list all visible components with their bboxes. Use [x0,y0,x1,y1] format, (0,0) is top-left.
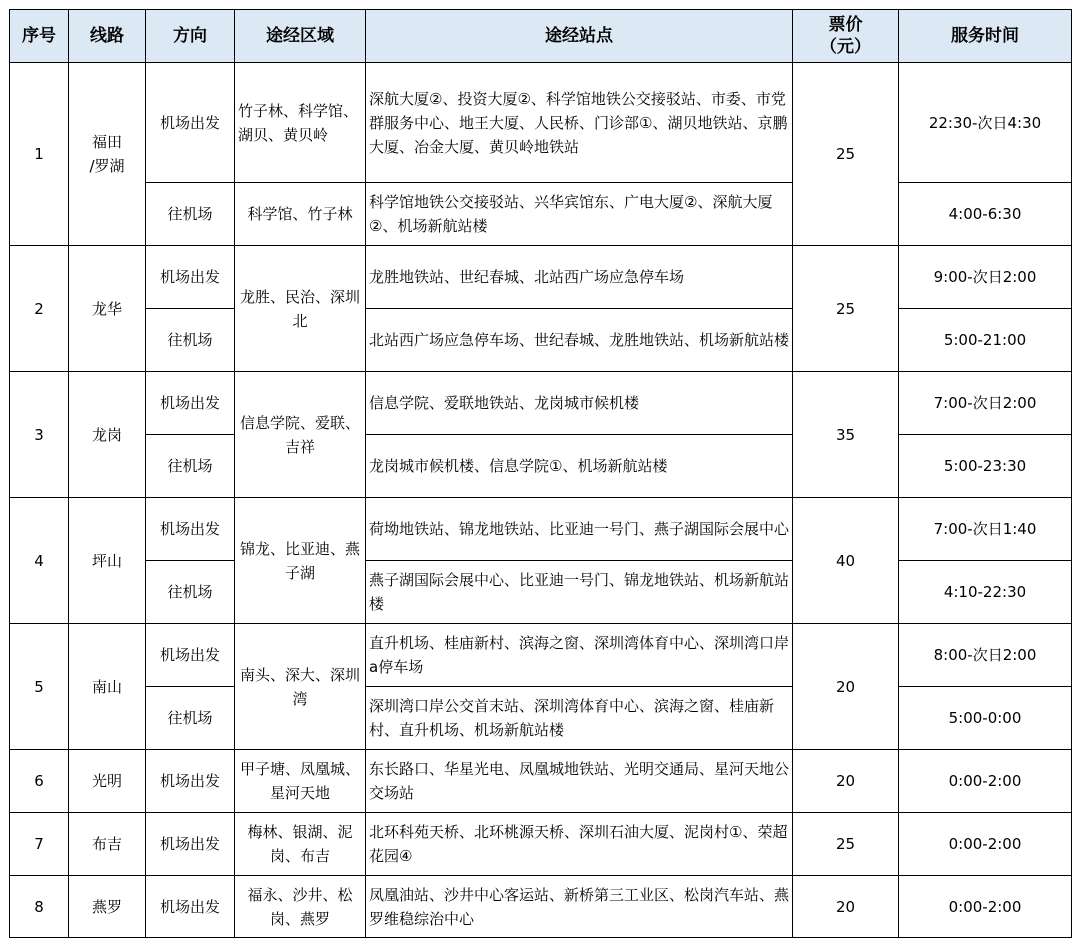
route-time: 5:00-0:00 [899,687,1072,750]
route-region: 竹子林、科学馆、湖贝、黄贝岭 [235,63,366,183]
route-stops: 信息学院、爱联地铁站、龙岗城市候机楼 [366,372,793,435]
route-stops: 北环科苑天桥、北环桃源天桥、深圳石油大厦、泥岗村①、荣超花园④ [366,813,793,876]
route-direction: 往机场 [146,561,235,624]
route-time: 9:00-次日2:00 [899,246,1072,309]
header-direction: 方向 [146,10,235,63]
route-region: 科学馆、竹子林 [235,183,366,246]
route-price: 25 [793,63,899,246]
header-region: 途经区域 [235,10,366,63]
route-price: 40 [793,498,899,624]
route-price: 20 [793,750,899,813]
route-direction: 往机场 [146,687,235,750]
bus-schedule-table [9,9,1072,938]
route-direction: 机场出发 [146,750,235,813]
header-line: 线路 [69,10,146,63]
route-price: 20 [793,624,899,750]
route-direction: 机场出发 [146,246,235,309]
table-row [10,309,1072,372]
route-line: 光明 [69,750,146,813]
route-direction: 机场出发 [146,498,235,561]
route-direction: 机场出发 [146,813,235,876]
table-row [10,624,1072,687]
route-stops: 凤凰油站、沙井中心客运站、新桥第三工业区、松岗汽车站、燕罗维稳综治中心 [366,876,793,938]
route-stops: 科学馆地铁公交接驳站、兴华宾馆东、广电大厦②、深航大厦②、机场新航站楼 [366,183,793,246]
route-region: 梅林、银湖、泥岗、布吉 [235,813,366,876]
route-stops: 东长路口、华星光电、凤凰城地铁站、光明交通局、星河天地公交场站 [366,750,793,813]
route-no: 7 [10,813,69,876]
route-time: 4:10-22:30 [899,561,1072,624]
table-row [10,561,1072,624]
route-time: 0:00-2:00 [899,813,1072,876]
route-stops: 深圳湾口岸公交首末站、深圳湾体育中心、滨海之窗、桂庙新村、直升机场、机场新航站楼 [366,687,793,750]
table-row [10,876,1072,938]
route-time: 5:00-21:00 [899,309,1072,372]
route-no: 8 [10,876,69,938]
route-region: 甲子塘、凤凰城、星河天地 [235,750,366,813]
table-row [10,372,1072,435]
route-no: 6 [10,750,69,813]
route-stops: 深航大厦②、投资大厦②、科学馆地铁公交接驳站、市委、市党群服务中心、地王大厦、人民桥、门诊部①、湖贝地铁站、京鹏大厦、冶金大厦、黄贝岭地铁站 [366,63,793,183]
route-line: 南山 [69,624,146,750]
header-row [10,10,1072,63]
route-no: 5 [10,624,69,750]
route-line-l1: 福田 [91,133,122,151]
route-no: 2 [10,246,69,372]
table-row [10,750,1072,813]
route-stops: 荷坳地铁站、锦龙地铁站、比亚迪一号门、燕子湖国际会展中心 [366,498,793,561]
route-time: 7:00-次日2:00 [899,372,1072,435]
header-stops: 途经站点 [366,10,793,63]
header-no: 序号 [10,10,69,63]
route-stops: 龙岗城市候机楼、信息学院①、机场新航站楼 [366,435,793,498]
route-direction: 往机场 [146,435,235,498]
route-line [69,63,146,246]
route-time: 4:00-6:30 [899,183,1072,246]
table-row [10,183,1072,246]
route-stops: 燕子湖国际会展中心、比亚迪一号门、锦龙地铁站、机场新航站楼 [366,561,793,624]
route-region: 福永、沙井、松岗、燕罗 [235,876,366,938]
route-region: 锦龙、比亚迪、燕子湖 [235,498,366,624]
route-region: 龙胜、民治、深圳北 [235,246,366,372]
route-price: 20 [793,876,899,938]
route-line: 布吉 [69,813,146,876]
route-direction: 机场出发 [146,624,235,687]
header-service-time: 服务时间 [899,10,1072,63]
route-line: 龙华 [69,246,146,372]
route-direction: 机场出发 [146,372,235,435]
table-row [10,246,1072,309]
route-direction: 往机场 [146,309,235,372]
route-direction: 机场出发 [146,63,235,183]
route-direction: 机场出发 [146,876,235,938]
route-price: 35 [793,372,899,498]
route-price: 25 [793,813,899,876]
header-price [793,10,899,63]
header-price-line1: 票价 [828,15,863,35]
route-line-l2: /罗湖 [89,157,125,175]
route-no: 3 [10,372,69,498]
route-time: 0:00-2:00 [899,876,1072,938]
table-row [10,498,1072,561]
route-no: 1 [10,63,69,246]
route-region: 信息学院、爱联、吉祥 [235,372,366,498]
route-time: 0:00-2:00 [899,750,1072,813]
route-line: 龙岗 [69,372,146,498]
route-time: 8:00-次日2:00 [899,624,1072,687]
header-price-line2: （元） [820,37,871,57]
route-region: 南头、深大、深圳湾 [235,624,366,750]
route-time: 5:00-23:30 [899,435,1072,498]
route-time: 22:30-次日4:30 [899,63,1072,183]
table-row [10,63,1072,183]
route-no: 4 [10,498,69,624]
route-line: 坪山 [69,498,146,624]
route-direction: 往机场 [146,183,235,246]
table-row [10,435,1072,498]
table-row [10,687,1072,750]
table-row [10,813,1072,876]
route-stops: 龙胜地铁站、世纪春城、北站西广场应急停车场 [366,246,793,309]
route-price: 25 [793,246,899,372]
route-time: 7:00-次日1:40 [899,498,1072,561]
route-line: 燕罗 [69,876,146,938]
route-stops: 北站西广场应急停车场、世纪春城、龙胜地铁站、机场新航站楼 [366,309,793,372]
route-stops: 直升机场、桂庙新村、滨海之窗、深圳湾体育中心、深圳湾口岸a停车场 [366,624,793,687]
